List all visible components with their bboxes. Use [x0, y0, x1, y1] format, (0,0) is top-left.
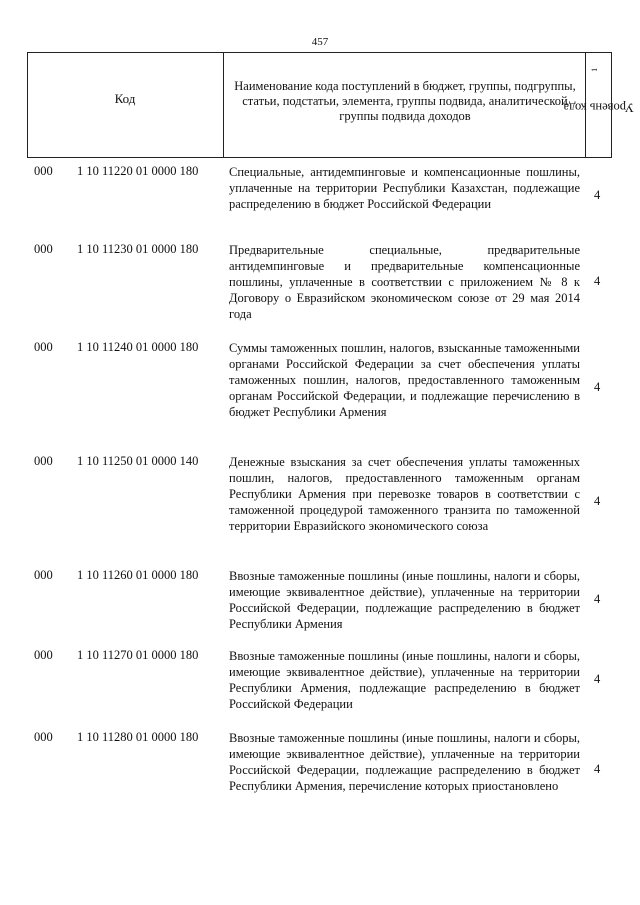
revenue-code: 1 10 11220 01 0000 180 — [77, 164, 199, 178]
revenue-description: Денежные взыскания за счет обеспечения уплаты таможенных пошлин, налогов, предоставленного таможенным органам Республики Армения при перевозке товаров в соответствии с таможенной процедурой таможенного транзита по таможенной территории Евразийского экономического союза — [229, 455, 580, 533]
page-number: 457 — [311, 36, 329, 48]
revenue-description: Суммы таможенных пошлин, налогов, взысканные таможенными органами Российской Федерации за счет обеспечения уплаты таможенных пошлин, налогов, предоставленного таможенным органам Российской Федерации, и подлежащие перечислению в бюджет Республики Армения — [229, 341, 580, 419]
admin-code: 000 — [34, 340, 53, 354]
revenue-description: Ввозные таможенные пошлины (иные пошлины, налоги и сборы, имеющие эквивалентное действие), уплаченные на территории Республики Армения, подлежащие распределению в бюджет Российской Федерации — [229, 649, 580, 711]
revenue-code: 1 10 11250 01 0000 140 — [77, 454, 199, 468]
header-code: Код — [114, 91, 136, 106]
table-header — [27, 52, 634, 158]
header-level — [563, 67, 634, 142]
revenue-code: 1 10 11240 01 0000 180 — [77, 340, 199, 354]
admin-code: 000 — [34, 730, 53, 744]
admin-code: 000 — [34, 568, 53, 582]
code-level: 4 — [594, 380, 601, 394]
code-level: 4 — [594, 494, 601, 508]
code-level: 4 — [594, 762, 601, 776]
admin-code: 000 — [34, 164, 53, 178]
admin-code: 000 — [34, 648, 53, 662]
code-level: 4 — [594, 592, 601, 606]
revenue-description: Предварительные специальные, предварительные антидемпинговые и предварительные компенсационные пошлины, уплаченные в соответствии с приложением № 8 к Договору о Евразийском экономическом союзе от 29 мая 2014 года — [229, 243, 580, 321]
revenue-code: 1 10 11260 01 0000 180 — [77, 568, 199, 582]
admin-code: 000 — [34, 454, 53, 468]
revenue-description: Специальные, антидемпинговые и компенсационные пошлины, уплаченные на территории Республики Казахстан, подлежащие распределению в бюджет Российской Федерации — [229, 165, 580, 211]
revenue-code: 1 10 11280 01 0000 180 — [77, 730, 199, 744]
revenue-code: 1 10 11270 01 0000 180 — [77, 648, 199, 662]
header-level-text: Уровень кода — [563, 100, 634, 115]
revenue-code: 1 10 11230 01 0000 180 — [77, 242, 199, 256]
code-level: 4 — [594, 274, 601, 288]
code-level: 4 — [594, 672, 601, 686]
admin-code: 000 — [34, 242, 53, 256]
revenue-description: Ввозные таможенные пошлины (иные пошлины, налоги и сборы, имеющие эквивалентное действие), уплаченные на территории Российской Федерации, подлежащие распределению в бюджет Республики Армения, перечисление которых приостановлено — [229, 731, 580, 793]
header-name: Наименование кода поступлений в бюджет, группы, подгруппы, статьи, подстатьи, элемента, группы подвида, аналитической группы подвида доходов — [234, 79, 576, 123]
header-divider — [223, 53, 224, 157]
code-level: 4 — [594, 188, 601, 202]
header-level-footnote: 1 — [589, 67, 599, 72]
revenue-description: Ввозные таможенные пошлины (иные пошлины, налоги и сборы, имеющие эквивалентное действие), уплаченные на территории Российской Федерации, подлежащие распределению в бюджет Республики Армения — [229, 569, 580, 631]
header-level-cell — [563, 53, 634, 157]
